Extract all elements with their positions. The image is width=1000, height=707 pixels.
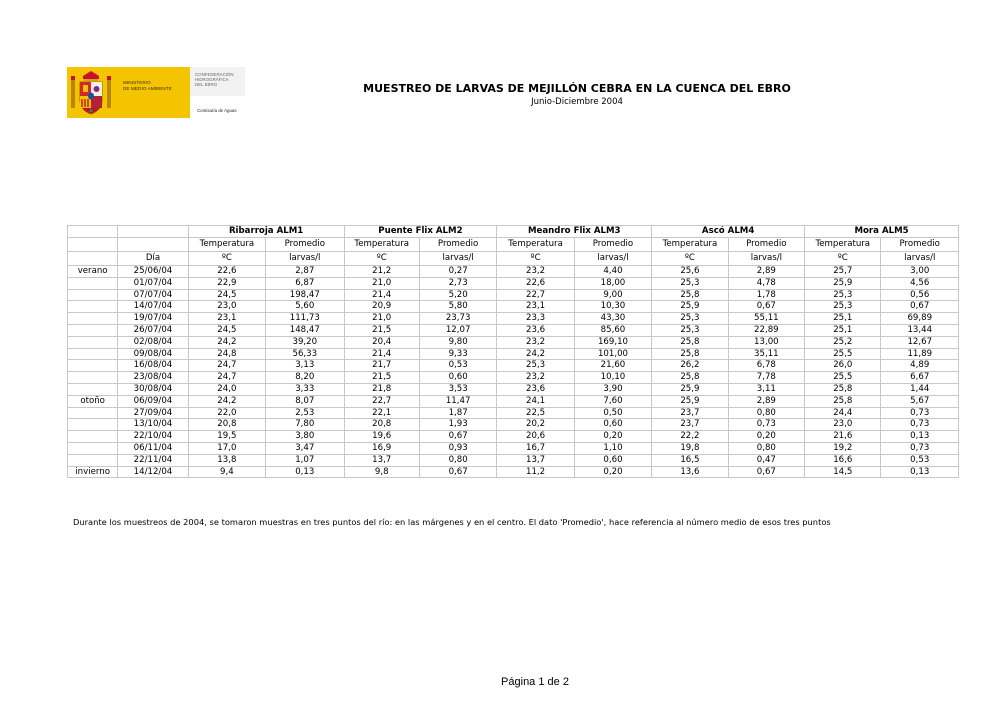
day-header: Día	[118, 252, 188, 266]
station-header: Ribarroja ALM1	[188, 226, 344, 238]
larvae-average-cell: 198,47	[266, 289, 344, 301]
temperature-cell: 24,7	[188, 372, 265, 384]
temperature-cell: 16,9	[344, 442, 419, 454]
larvae-average-cell: 13,44	[881, 324, 959, 336]
larvae-average-cell: 0,13	[266, 466, 344, 478]
larvae-average-cell: 0,20	[728, 431, 804, 443]
larvae-average-cell: 0,93	[419, 442, 496, 454]
temperature-cell: 25,9	[652, 301, 728, 313]
temperature-cell: 16,7	[497, 442, 574, 454]
season-cell	[68, 336, 118, 348]
temperature-cell: 25,3	[805, 301, 881, 313]
temperature-cell: 24,0	[188, 383, 265, 395]
temperature-cell: 25,7	[805, 266, 881, 278]
larvae-average-cell: 4,78	[728, 277, 804, 289]
table-row	[68, 395, 959, 407]
larvae-average-cell: 7,78	[728, 372, 804, 384]
larvae-average-cell: 1,78	[728, 289, 804, 301]
station-header-row	[68, 226, 959, 238]
temperature-cell: 21,4	[344, 289, 419, 301]
temperature-cell: 25,9	[652, 395, 728, 407]
larvae-average-cell: 22,89	[728, 324, 804, 336]
temperature-cell: 23,1	[188, 313, 265, 325]
unit-larvae-per-litre: larvas/l	[881, 252, 959, 266]
date-cell: 01/07/04	[118, 277, 188, 289]
unit-celsius: ºC	[497, 252, 574, 266]
larvae-average-cell: 9,80	[419, 336, 496, 348]
temperature-cell: 9,4	[188, 466, 265, 478]
larvae-average-cell: 6,87	[266, 277, 344, 289]
larvae-average-cell: 3,13	[266, 360, 344, 372]
temperature-cell: 22,6	[497, 277, 574, 289]
season-cell	[68, 442, 118, 454]
date-cell: 16/08/04	[118, 360, 188, 372]
season-cell	[68, 454, 118, 466]
date-cell: 06/11/04	[118, 442, 188, 454]
larvae-average-cell: 0,50	[574, 407, 651, 419]
station-header: Puente Flix ALM2	[344, 226, 497, 238]
station-header: Mora ALM5	[805, 226, 959, 238]
temperature-cell: 25,8	[652, 348, 728, 360]
table-row	[68, 348, 959, 360]
temperature-cell: 9,8	[344, 466, 419, 478]
date-cell: 07/07/04	[118, 289, 188, 301]
larvae-average-cell: 11,47	[419, 395, 496, 407]
larvae-average-cell: 8,20	[266, 372, 344, 384]
temperature-cell: 25,5	[805, 372, 881, 384]
temperature-cell: 25,9	[652, 383, 728, 395]
larvae-average-cell: 12,67	[881, 336, 959, 348]
temperature-cell: 21,5	[344, 372, 419, 384]
temperature-cell: 24,2	[497, 348, 574, 360]
temperature-cell: 21,5	[344, 324, 419, 336]
date-cell: 14/12/04	[118, 466, 188, 478]
temperature-cell: 25,8	[805, 395, 881, 407]
larvae-average-cell: 0,80	[419, 454, 496, 466]
temperature-cell: 23,0	[188, 301, 265, 313]
season-cell	[68, 383, 118, 395]
temperature-cell: 11,2	[497, 466, 574, 478]
larvae-average-cell: 85,60	[574, 324, 651, 336]
unit-celsius: ºC	[652, 252, 728, 266]
table-row	[68, 313, 959, 325]
temperature-cell: 23,7	[652, 419, 728, 431]
larvae-average-cell: 1,93	[419, 419, 496, 431]
season-cell	[68, 301, 118, 313]
temperature-cell: 22,9	[188, 277, 265, 289]
document-subtitle: Junio-Diciembre 2004	[531, 97, 623, 107]
temperature-cell: 25,1	[805, 313, 881, 325]
temperature-cell: 25,8	[805, 383, 881, 395]
larvae-average-cell: 0,80	[728, 442, 804, 454]
larvae-average-cell: 9,00	[574, 289, 651, 301]
larvae-average-cell: 56,33	[266, 348, 344, 360]
larvae-average-cell: 5,80	[419, 301, 496, 313]
larvae-average-cell: 8,07	[266, 395, 344, 407]
unit-larvae-per-litre: larvas/l	[574, 252, 651, 266]
measure-header-row	[68, 238, 959, 252]
larvae-average-cell: 43,30	[574, 313, 651, 325]
temperature-cell: 23,2	[497, 266, 574, 278]
larvae-average-cell: 0,73	[728, 419, 804, 431]
date-cell: 23/08/04	[118, 372, 188, 384]
larvae-average-cell: 4,40	[574, 266, 651, 278]
temperature-cell: 19,8	[652, 442, 728, 454]
date-cell: 26/07/04	[118, 324, 188, 336]
temperature-cell: 24,5	[188, 289, 265, 301]
table-row	[68, 266, 959, 278]
page-number: Página 1 de 2	[501, 676, 569, 688]
larvae-average-cell: 2,87	[266, 266, 344, 278]
table-row	[68, 407, 959, 419]
date-cell: 25/06/04	[118, 266, 188, 278]
temperature-cell: 25,9	[805, 277, 881, 289]
temperature-cell: 25,3	[652, 277, 728, 289]
temperature-cell: 26,0	[805, 360, 881, 372]
table-row	[68, 277, 959, 289]
empty-header-cell	[68, 252, 118, 266]
unit-larvae-per-litre: larvas/l	[419, 252, 496, 266]
temperature-cell: 23,3	[497, 313, 574, 325]
larvae-average-cell: 2,53	[266, 407, 344, 419]
average-header: Promedio	[728, 238, 804, 252]
department-name: Comisaría de Aguas	[197, 108, 237, 113]
temperature-header: Temperatura	[344, 238, 419, 252]
temperature-cell: 22,0	[188, 407, 265, 419]
larvae-average-cell: 0,73	[881, 442, 959, 454]
season-cell: otoño	[68, 395, 118, 407]
temperature-cell: 25,2	[805, 336, 881, 348]
larvae-sampling-table	[67, 225, 959, 478]
unit-larvae-per-litre: larvas/l	[266, 252, 344, 266]
table-row	[68, 454, 959, 466]
larvae-average-cell: 0,67	[728, 301, 804, 313]
date-cell: 27/09/04	[118, 407, 188, 419]
average-header: Promedio	[266, 238, 344, 252]
date-cell: 19/07/04	[118, 313, 188, 325]
larvae-average-cell: 111,73	[266, 313, 344, 325]
spain-coat-of-arms-icon	[69, 70, 113, 116]
temperature-cell: 25,8	[652, 336, 728, 348]
larvae-average-cell: 148,47	[266, 324, 344, 336]
season-cell	[68, 419, 118, 431]
larvae-average-cell: 39,20	[266, 336, 344, 348]
larvae-average-cell: 9,33	[419, 348, 496, 360]
temperature-cell: 19,5	[188, 431, 265, 443]
ministry-name	[123, 80, 172, 91]
temperature-cell: 20,8	[344, 419, 419, 431]
table-row	[68, 442, 959, 454]
larvae-average-cell: 10,30	[574, 301, 651, 313]
larvae-average-cell: 0,67	[419, 466, 496, 478]
temperature-header: Temperatura	[805, 238, 881, 252]
date-cell: 02/08/04	[118, 336, 188, 348]
season-cell	[68, 372, 118, 384]
temperature-cell: 25,8	[652, 289, 728, 301]
unit-celsius: ºC	[805, 252, 881, 266]
larvae-average-cell: 4,56	[881, 277, 959, 289]
larvae-average-cell: 6,78	[728, 360, 804, 372]
temperature-cell: 20,9	[344, 301, 419, 313]
season-cell: verano	[68, 266, 118, 278]
temperature-cell: 25,5	[805, 348, 881, 360]
larvae-average-cell: 6,67	[881, 372, 959, 384]
temperature-cell: 19,2	[805, 442, 881, 454]
unit-celsius: ºC	[344, 252, 419, 266]
date-cell: 30/08/04	[118, 383, 188, 395]
season-cell	[68, 313, 118, 325]
document-title: MUESTREO DE LARVAS DE MEJILLÓN CEBRA EN LA CUENCA DEL EBRO	[363, 82, 791, 95]
larvae-average-cell: 7,80	[266, 419, 344, 431]
larvae-average-cell: 0,20	[574, 431, 651, 443]
date-cell: 14/07/04	[118, 301, 188, 313]
larvae-average-cell: 2,89	[728, 266, 804, 278]
table-row	[68, 360, 959, 372]
temperature-cell: 23,2	[497, 372, 574, 384]
temperature-cell: 13,7	[344, 454, 419, 466]
larvae-average-cell: 0,13	[881, 466, 959, 478]
table-row	[68, 289, 959, 301]
temperature-cell: 23,0	[805, 419, 881, 431]
larvae-average-cell: 0,56	[881, 289, 959, 301]
larvae-average-cell: 5,20	[419, 289, 496, 301]
temperature-cell: 17,0	[188, 442, 265, 454]
table-row	[68, 383, 959, 395]
season-cell	[68, 324, 118, 336]
season-cell	[68, 360, 118, 372]
temperature-cell: 24,5	[188, 324, 265, 336]
larvae-average-cell: 13,00	[728, 336, 804, 348]
temperature-cell: 25,3	[652, 324, 728, 336]
larvae-average-cell: 2,89	[728, 395, 804, 407]
temperature-header: Temperatura	[188, 238, 265, 252]
table-row	[68, 301, 959, 313]
larvae-average-cell: 0,47	[728, 454, 804, 466]
temperature-cell: 25,3	[497, 360, 574, 372]
confederation-name	[195, 72, 234, 88]
temperature-cell: 24,8	[188, 348, 265, 360]
larvae-average-cell: 1,44	[881, 383, 959, 395]
larvae-average-cell: 169,10	[574, 336, 651, 348]
temperature-cell: 21,7	[344, 360, 419, 372]
temperature-cell: 25,8	[652, 372, 728, 384]
season-cell	[68, 431, 118, 443]
larvae-average-cell: 10,10	[574, 372, 651, 384]
season-cell	[68, 348, 118, 360]
temperature-cell: 16,5	[652, 454, 728, 466]
larvae-average-cell: 0,13	[881, 431, 959, 443]
temperature-cell: 21,6	[805, 431, 881, 443]
larvae-average-cell: 3,00	[881, 266, 959, 278]
larvae-average-cell: 23,73	[419, 313, 496, 325]
larvae-average-cell: 0,60	[419, 372, 496, 384]
temperature-cell: 21,4	[344, 348, 419, 360]
confederation-line-3: DEL EBRO	[195, 82, 218, 88]
larvae-average-cell: 0,73	[881, 407, 959, 419]
ministry-line-2: DE MEDIO AMBIENTE	[123, 85, 172, 91]
average-header: Promedio	[419, 238, 496, 252]
temperature-cell: 22,5	[497, 407, 574, 419]
larvae-average-cell: 4,89	[881, 360, 959, 372]
table-row	[68, 336, 959, 348]
temperature-cell: 14,5	[805, 466, 881, 478]
temperature-cell: 13,7	[497, 454, 574, 466]
unit-celsius: ºC	[188, 252, 265, 266]
larvae-average-cell: 7,60	[574, 395, 651, 407]
temperature-cell: 25,3	[805, 289, 881, 301]
larvae-average-cell: 0,20	[574, 466, 651, 478]
larvae-average-cell: 3,11	[728, 383, 804, 395]
station-header: Meandro Flix ALM3	[497, 226, 652, 238]
larvae-average-cell: 0,67	[881, 301, 959, 313]
larvae-average-cell: 0,53	[419, 360, 496, 372]
larvae-average-cell: 21,60	[574, 360, 651, 372]
table-row	[68, 372, 959, 384]
footnote: Durante los muestreos de 2004, se tomaron muestras en tres puntos del río: en las márgenes y en el centro. El dato 'Promedio', hace referencia al número medio de esos tres puntos	[73, 517, 831, 527]
empty-header-cell	[118, 238, 188, 252]
temperature-cell: 24,1	[497, 395, 574, 407]
table-row	[68, 431, 959, 443]
confederation-line-2: HIDROGRÁFICA	[195, 77, 229, 83]
unit-header-row	[68, 252, 959, 266]
temperature-cell: 23,6	[497, 383, 574, 395]
temperature-cell: 21,0	[344, 313, 419, 325]
temperature-cell: 20,8	[188, 419, 265, 431]
larvae-average-cell: 0,67	[728, 466, 804, 478]
temperature-cell: 22,1	[344, 407, 419, 419]
temperature-cell: 20,2	[497, 419, 574, 431]
empty-header-cell	[68, 226, 118, 238]
temperature-cell: 22,7	[497, 289, 574, 301]
temperature-cell: 25,1	[805, 324, 881, 336]
temperature-cell: 23,6	[497, 324, 574, 336]
temperature-cell: 16,6	[805, 454, 881, 466]
temperature-cell: 21,2	[344, 266, 419, 278]
table-body	[68, 226, 959, 478]
ministry-logo	[67, 67, 245, 118]
temperature-cell: 21,0	[344, 277, 419, 289]
larvae-average-cell: 0,60	[574, 419, 651, 431]
larvae-average-cell: 2,73	[419, 277, 496, 289]
larvae-average-cell: 0,73	[881, 419, 959, 431]
temperature-cell: 13,6	[652, 466, 728, 478]
larvae-average-cell: 1,07	[266, 454, 344, 466]
larvae-average-cell: 0,80	[728, 407, 804, 419]
temperature-cell: 24,7	[188, 360, 265, 372]
confederation-line-1: CONFEDERACIÓN	[195, 72, 234, 77]
larvae-average-cell: 1,10	[574, 442, 651, 454]
larvae-average-cell: 0,67	[419, 431, 496, 443]
temperature-cell: 19,6	[344, 431, 419, 443]
larvae-average-cell: 3,47	[266, 442, 344, 454]
temperature-cell: 20,6	[497, 431, 574, 443]
average-header: Promedio	[881, 238, 959, 252]
larvae-average-cell: 101,00	[574, 348, 651, 360]
larvae-average-cell: 3,33	[266, 383, 344, 395]
date-cell: 06/09/04	[118, 395, 188, 407]
temperature-header: Temperatura	[497, 238, 574, 252]
temperature-cell: 20,4	[344, 336, 419, 348]
larvae-average-cell: 3,90	[574, 383, 651, 395]
larvae-average-cell: 12,07	[419, 324, 496, 336]
larvae-average-cell: 1,87	[419, 407, 496, 419]
temperature-cell: 26,2	[652, 360, 728, 372]
temperature-cell: 23,2	[497, 336, 574, 348]
larvae-average-cell: 3,53	[419, 383, 496, 395]
larvae-average-cell: 0,60	[574, 454, 651, 466]
table-row	[68, 419, 959, 431]
season-cell: invierno	[68, 466, 118, 478]
temperature-cell: 23,1	[497, 301, 574, 313]
season-cell	[68, 407, 118, 419]
larvae-average-cell: 5,67	[881, 395, 959, 407]
larvae-average-cell: 18,00	[574, 277, 651, 289]
temperature-cell: 24,4	[805, 407, 881, 419]
table-row	[68, 324, 959, 336]
empty-header-cell	[118, 226, 188, 238]
temperature-header: Temperatura	[652, 238, 728, 252]
empty-header-cell	[68, 238, 118, 252]
larvae-average-cell: 11,89	[881, 348, 959, 360]
temperature-cell: 23,7	[652, 407, 728, 419]
larvae-average-cell: 3,80	[266, 431, 344, 443]
season-cell	[68, 289, 118, 301]
date-cell: 22/11/04	[118, 454, 188, 466]
larvae-average-cell: 55,11	[728, 313, 804, 325]
temperature-cell: 25,3	[652, 313, 728, 325]
date-cell: 09/08/04	[118, 348, 188, 360]
average-header: Promedio	[574, 238, 651, 252]
larvae-average-cell: 0,27	[419, 266, 496, 278]
temperature-cell: 13,8	[188, 454, 265, 466]
larvae-average-cell: 0,53	[881, 454, 959, 466]
date-cell: 13/10/04	[118, 419, 188, 431]
temperature-cell: 24,2	[188, 336, 265, 348]
larvae-average-cell: 35,11	[728, 348, 804, 360]
temperature-cell: 25,6	[652, 266, 728, 278]
season-cell	[68, 277, 118, 289]
temperature-cell: 22,6	[188, 266, 265, 278]
date-cell: 22/10/04	[118, 431, 188, 443]
larvae-average-cell: 69,89	[881, 313, 959, 325]
ministry-line-1: MINISTERIO	[123, 80, 151, 85]
table-row	[68, 466, 959, 478]
station-header: Ascó ALM4	[652, 226, 805, 238]
temperature-cell: 24,2	[188, 395, 265, 407]
larvae-average-cell: 5,60	[266, 301, 344, 313]
unit-larvae-per-litre: larvas/l	[728, 252, 804, 266]
temperature-cell: 22,7	[344, 395, 419, 407]
temperature-cell: 22,2	[652, 431, 728, 443]
temperature-cell: 21,8	[344, 383, 419, 395]
